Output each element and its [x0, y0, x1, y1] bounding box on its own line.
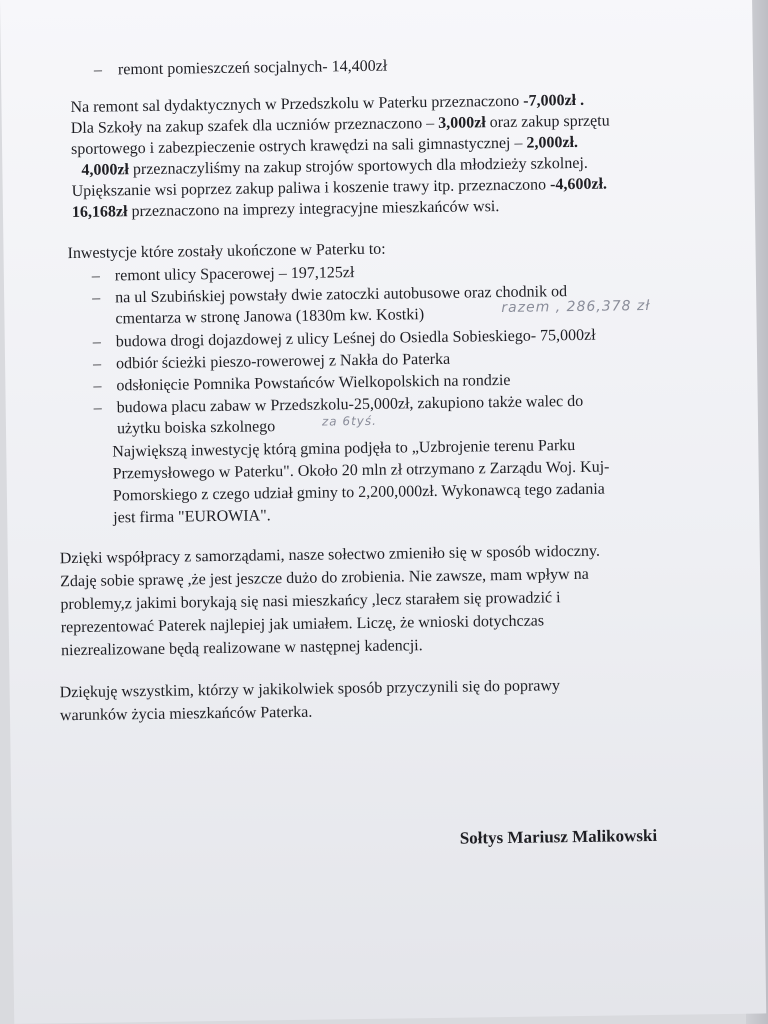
bullet-dash: –	[92, 333, 101, 351]
investment-item-2-line-2: cmentarza w stronę Janowa (1830m kw. Kostki)	[115, 306, 425, 328]
investment-item-1: remont ulicy Spacerowej – 197,125zł	[114, 264, 355, 285]
biggest-investment-line-1: Największą inwestycję którą gmina podjęła to „Uzbrojenie terenu Parku	[112, 437, 576, 461]
spending-line-6-text: przeznaczono na imprezy integracyjne mieszkańców wsi.	[127, 198, 500, 221]
spending-line-3-text: sportowego i zabezpieczenie ostrych krawędzi na sali gimnastycznej –	[70, 134, 527, 159]
cooperation-line-1: Dzięki współpracy z samorządami, nasze sołectwo zmieniło się w sposób widoczny.	[59, 542, 601, 568]
spending-line-2-text: Dla Szkoły na zakup szafek dla uczniów przeznaczono –	[70, 114, 439, 138]
cooperation-line-3: problemy,z jakimi borykają się nasi mieszkańcy ,lecz starałem się prowadzić i	[60, 589, 561, 614]
investments-heading: Inwestycje które zostały ukończone w Paterku to:	[67, 240, 386, 263]
cooperation-line-5: niezrealizowane będą realizowane w następnej kadencji.	[60, 637, 423, 660]
spending-line-2-text-2: oraz zakup sprzętu	[485, 112, 610, 132]
spending-line-4-amount: 4,000zł	[81, 161, 130, 179]
bullet-dash: –	[93, 399, 102, 417]
biggest-investment-line-2: Przemysłowego w Paterku". Około 20 mln zł otrzymano z Zarządu Woj. Kuj-	[112, 458, 610, 483]
cooperation-line-4: reprezentować Paterek najlepiej jak umiałem. Liczę, że wnioski dotychczas	[60, 612, 545, 637]
biggest-investment-line-4: jest firma "EUROWIA".	[113, 507, 271, 527]
investment-item-5: odsłonięcie Pomnika Powstańców Wielkopolskich na rondzie	[116, 371, 511, 395]
spending-line-4-text: przeznaczyliśmy na zakup strojów sportowych dla młodzieży szkolnej.	[128, 154, 588, 179]
investment-item-6-line-2: użytku boiska szkolnego	[116, 418, 276, 438]
bullet-dash: –	[91, 267, 100, 285]
handwritten-note-price: za 6tyś.	[321, 413, 377, 429]
biggest-investment-line-3: Pomorskiego z czego udział gminy to 2,200,000zł. Wykonawcą tego zadania	[112, 480, 605, 505]
spending-line-5-amount: -4,600zł.	[549, 175, 608, 194]
thanks-line-2: warunków życia mieszkańców Paterka.	[59, 703, 313, 725]
bullet-dash: –	[92, 355, 102, 373]
investment-item-2-line-1: na ul Szubińskiej powstały dwie zatoczki autobusowe oraz chodnik od	[115, 283, 568, 307]
spending-line-3-amount: 2,000zł.	[526, 133, 579, 152]
top-item: remont pomieszczeń socjalnych- 14,400zł	[117, 57, 388, 79]
spending-line-5-text: Upiększanie wsi poprzez zakup paliwa i koszenie trawy itp. przeznaczono	[71, 176, 551, 201]
handwritten-note-total: razem , 286,378 zł	[501, 297, 651, 317]
investment-item-3: budowa drogi dojazdowej z ulicy Leśnej do Osiedla Sobieskiego- 75,000zł	[115, 326, 596, 351]
spending-line-1-amount: -7,000zł .	[523, 91, 585, 110]
signature-name: Sołtys Mariusz Malikowski	[459, 825, 658, 848]
spending-line-1-text: Na remont sal dydaktycznych w Przedszkolu w Paterku przeznaczono	[70, 92, 524, 117]
cooperation-line-2: Zdaję sobie sprawę ,że jest jeszcze dużo do zrobienia. Nie zawsze, mam wpływ na	[60, 565, 589, 591]
bullet-dash: –	[92, 289, 101, 307]
spending-line-6-amount: 16,168zł	[71, 203, 128, 222]
bullet-dash: –	[93, 377, 102, 395]
thanks-line-1: Dziękuję wszystkim, którzy w jakikolwiek sposób przyczynili się do poprawy	[59, 677, 561, 702]
investment-item-6-line-1: budowa placu zabaw w Przedszkolu-25,000zł, zakupiono także walec do	[116, 392, 584, 417]
investment-item-4: odbiór ścieżki pieszo-rowerowej z Nakła do Paterka	[115, 350, 451, 373]
spending-line-2-amount: 3,000zł	[438, 114, 486, 132]
bullet-dash: –	[93, 61, 103, 79]
